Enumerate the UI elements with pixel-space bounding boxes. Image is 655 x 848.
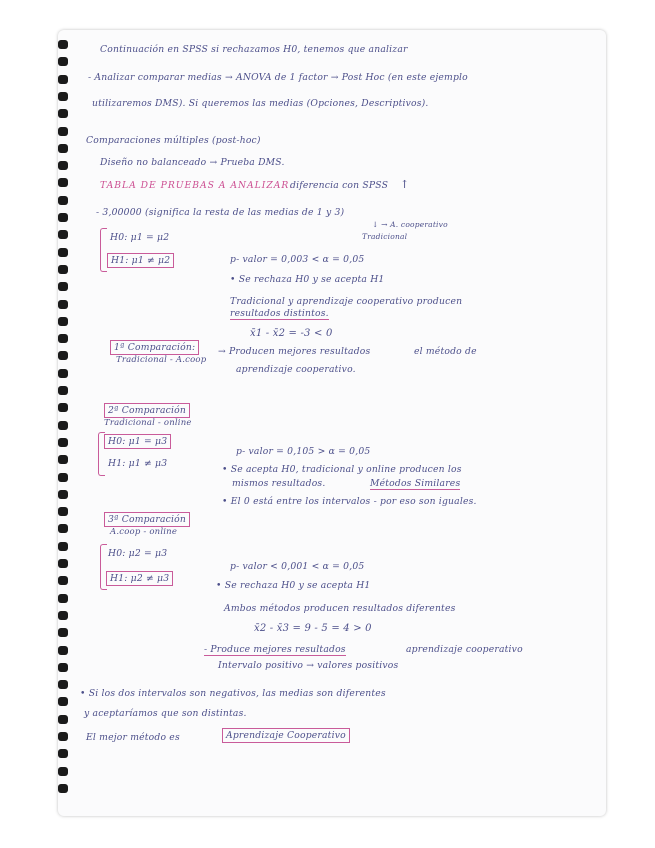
p-value: p- valor = 0,003 < α = 0,05 [230, 254, 365, 265]
text-line: diferencia con SPSS [290, 180, 389, 191]
binding-hole [58, 351, 68, 360]
binding-hole [58, 109, 68, 118]
binding-hole [58, 92, 68, 101]
binding-hole [58, 144, 68, 153]
text-line: → Producen mejores resultados [218, 346, 371, 357]
brace [100, 228, 107, 272]
binding-hole [58, 542, 68, 551]
binding-hole [58, 300, 68, 309]
text-line: Tradicional y aprendizaje cooperativo producen [230, 296, 463, 307]
hypothesis-h1: H1: μ1 ≠ μ2 [107, 253, 174, 268]
text-line: aprendizaje cooperativo [406, 644, 523, 655]
text-line: • Se rechaza H0 y se acepta H1 [230, 274, 385, 285]
conclusion-box: Aprendizaje Cooperativo [222, 728, 350, 743]
binding-hole [58, 663, 68, 672]
comparison-3-sub: A.coop - online [110, 527, 178, 537]
binding-hole [58, 524, 68, 533]
binding-hole [58, 490, 68, 499]
binding-hole [58, 369, 68, 378]
text-line: • Si los dos intervalos son negativos, las medias son diferentes [80, 688, 386, 699]
text-line: - Analizar comparar medias → ANOVA de 1 factor → Post Hoc (en este ejemplo [88, 72, 468, 83]
binding-hole [58, 57, 68, 66]
hypothesis-h0: H0: μ2 = μ3 [108, 548, 168, 559]
hypothesis-h0: H0: μ1 = μ3 [104, 434, 171, 449]
text-line: utilizaremos DMS). Si queremos las medias (Opciones, Descriptivos). [92, 98, 429, 109]
binding-hole [58, 576, 68, 585]
annotation: ↓ → A. cooperativo [372, 220, 448, 229]
text-line: Diseño no balanceado → Prueba DMS. [100, 157, 285, 168]
hypothesis-h1: H1: μ1 ≠ μ3 [108, 458, 168, 469]
binding-hole [58, 213, 68, 222]
hypothesis-h0: H0: μ1 = μ2 [110, 232, 170, 243]
binding-hole [58, 715, 68, 724]
comparison-1-sub: Tradicional - A.coop [116, 355, 207, 365]
binding-hole [58, 248, 68, 257]
binding-hole [58, 697, 68, 706]
binding-hole [58, 178, 68, 187]
arrow-up-icon: ↑ [400, 178, 410, 191]
hypothesis-h1: H1: μ2 ≠ μ3 [106, 571, 173, 586]
comparison-3-label: 3ª Comparación [104, 512, 190, 527]
comparison-2-sub: Tradicional - online [104, 418, 192, 428]
binding-hole [58, 230, 68, 239]
binding-hole [58, 127, 68, 136]
binding-hole [58, 421, 68, 430]
text-line: aprendizaje cooperativo. [236, 364, 356, 375]
text-line: - 3,00000 (significa la resta de las medias de 1 y 3) [96, 207, 345, 218]
spiral-binding [58, 40, 70, 800]
text-line: mismos resultados. [232, 478, 326, 489]
binding-hole [58, 455, 68, 464]
binding-hole [58, 265, 68, 274]
formula: x̄1 - x̄2 = -3 < 0 [250, 328, 333, 339]
binding-hole [58, 594, 68, 603]
binding-hole [58, 732, 68, 741]
binding-hole [58, 282, 68, 291]
binding-hole [58, 75, 68, 84]
formula: x̄2 - x̄3 = 9 - 5 = 4 > 0 [254, 623, 372, 634]
binding-hole [58, 749, 68, 758]
binding-hole [58, 403, 68, 412]
text-line: el método de [414, 346, 477, 357]
binding-hole [58, 438, 68, 447]
binding-hole [58, 646, 68, 655]
binding-hole [58, 317, 68, 326]
binding-hole [58, 161, 68, 170]
p-value: p- valor < 0,001 < α = 0,05 [230, 561, 365, 572]
binding-hole [58, 196, 68, 205]
binding-hole [58, 611, 68, 620]
comparison-1-label: 1ª Comparación: [110, 340, 199, 355]
annotation: Tradicional [362, 232, 408, 241]
text-line: • Se acepta H0, tradicional y online producen los [222, 464, 462, 475]
table-heading: TABLA DE PRUEBAS A ANALIZAR. [100, 180, 294, 191]
text-line: Ambos métodos producen resultados diferentes [224, 603, 456, 614]
binding-hole [58, 40, 68, 49]
binding-hole [58, 334, 68, 343]
binding-hole [58, 507, 68, 516]
binding-hole [58, 784, 68, 793]
text-line: Intervalo positivo → valores positivos [218, 660, 399, 671]
binding-hole [58, 680, 68, 689]
binding-hole [58, 473, 68, 482]
p-value: p- valor = 0,105 > α = 0,05 [236, 446, 371, 457]
text-line: resultados distintos. [230, 308, 329, 319]
highlight: Métodos Similares [370, 478, 461, 489]
text-line: Continuación en SPSS si rechazamos H0, tenemos que analizar [100, 44, 408, 55]
binding-hole [58, 386, 68, 395]
bullet-heading: Comparaciones múltiples (post-hoc) [86, 135, 261, 146]
text-line: - Produce mejores resultados [204, 644, 346, 655]
binding-hole [58, 767, 68, 776]
text-line: • Se rechaza H0 y se acepta H1 [216, 580, 371, 591]
comparison-2-label: 2ª Comparación [104, 403, 190, 418]
text-line: • El 0 está entre los intervalos - por eso son iguales. [222, 496, 477, 507]
text-line: y aceptaríamos que son distintas. [84, 708, 247, 719]
binding-hole [58, 559, 68, 568]
text-line: El mejor método es [86, 732, 180, 743]
binding-hole [58, 628, 68, 637]
